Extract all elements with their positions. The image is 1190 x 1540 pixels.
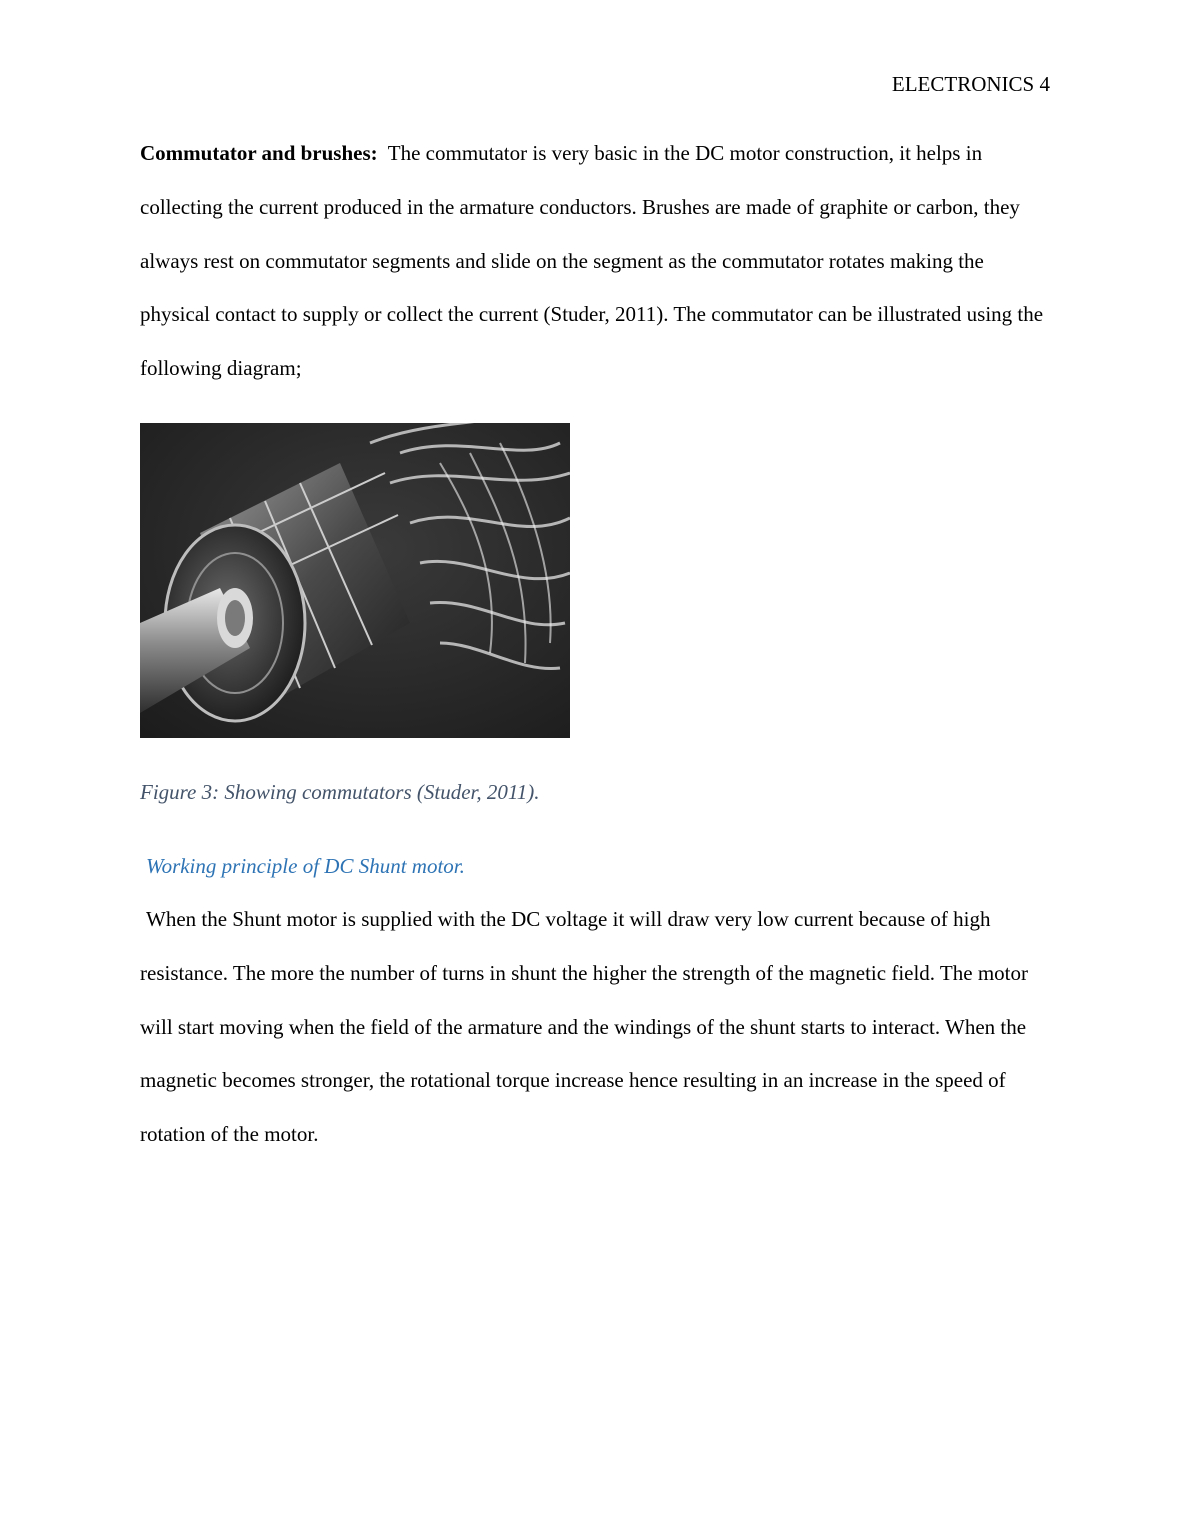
figure-caption: Figure 3: Showing commutators (Studer, 2011). xyxy=(140,780,540,804)
commutator-photo xyxy=(140,423,570,738)
shunt-paragraph: When the Shunt motor is supplied with the DC voltage it will draw very low current because of high resistance. The more the number of turns in shunt the higher the strength of the magnetic field. The motor will start moving when the field of the armature and the windings of the shunt starts to interact. When the magnetic becomes stronger, the rotational torque increase hence resulting in an increase in the speed of rotation of the motor. xyxy=(140,907,1028,1147)
section-heading: Working principle of DC Shunt motor. xyxy=(146,854,465,878)
commutator-text: The commutator is very basic in the DC motor construction, it helps in collecting the current produced in the armature conductors. Brushes are made of graphite or carbon, they always rest on commutator segments and slide on the segment as the commutator rotates making the physical contact to supply or collect the current (Studer, 2011). The commutator can be illustrated using the following diagram; xyxy=(140,141,1049,381)
commutator-paragraph xyxy=(140,127,1055,396)
running-head: ELECTRONICS 4 xyxy=(891,72,1050,96)
commutator-lead: Commutator and brushes: xyxy=(140,141,378,165)
